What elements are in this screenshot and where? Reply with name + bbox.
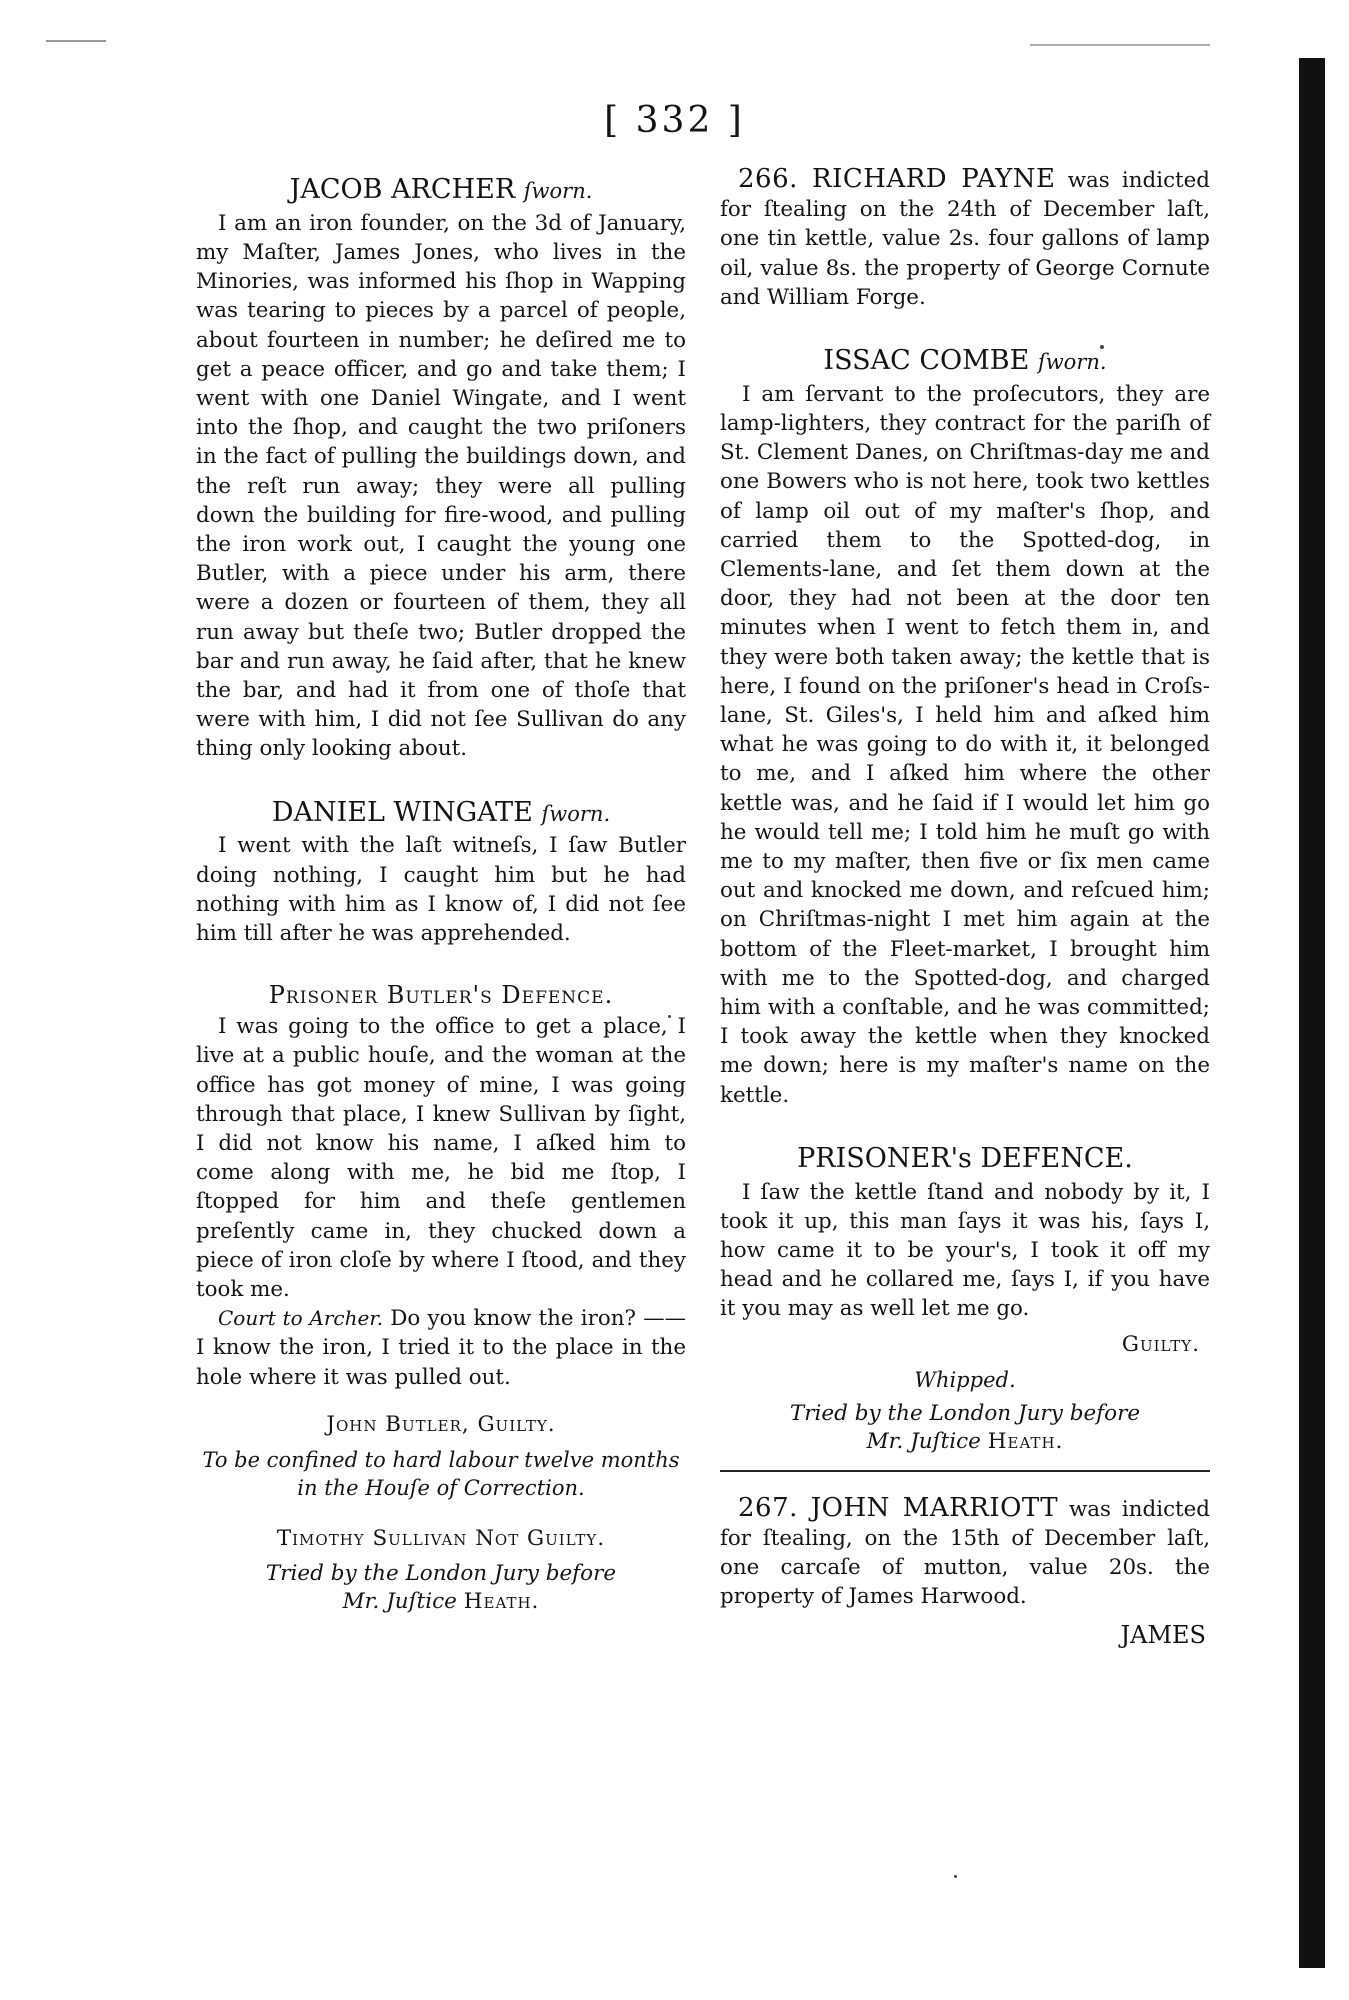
sworn-label: ſworn. <box>523 179 593 203</box>
judge-name: Heath. <box>987 1428 1064 1454</box>
verdict-payne: Guilty. <box>1121 1331 1200 1357</box>
witness-name: DANIEL WINGATE <box>271 796 533 828</box>
witness-name: ISSAC COMBE <box>823 345 1030 377</box>
indictment-text: was indicted for ſtealing on the 24th of December laſt, one tin kettle, value 2s. four gallons of lamp oil, value 8s. the property of George Cornute and William Forge. <box>720 168 1210 310</box>
scan-speck <box>954 1875 957 1878</box>
court-exchange <box>196 1304 686 1392</box>
case-number-name: 266. RICHARD PAYNE <box>738 164 1056 194</box>
scan-speck <box>46 40 106 42</box>
sentence-butler: To be confined to hard labour twelve months in the Houſe of Correction. <box>202 1447 680 1500</box>
sworn-label: ſworn. <box>1037 350 1107 375</box>
judge-name: Heath. <box>463 1588 540 1614</box>
indictment-text: was indicted for ſtealing, on the 15th of December laſt, one carcaſe of mutton, value 20s. the property of James Harwood. <box>720 1496 1210 1610</box>
tried-by-note <box>720 1400 1210 1456</box>
testimony-archer: I am an iron founder, on the 3d of January, my Maſter, James Jones, who lives in the Minories, was informed his ſhop in Wapping was tearing to pieces by a parcel of people, about fourteen in number; he deſired me to get a peace officer, and go and take them; I went with one Daniel Wingate, and I went into the ſhop, and caught the two priſoners in the fact of pulling the buildings down, and the reſt run away; they were all pulling down the building for fire-wood, and pulling the iron work out, I caught the young one Butler, with a piece under his arm, there were a dozen or fourteen of them, they all run away but theſe two; Butler dropped the bar and run away, he ſaid after, that he knew the bar, and had it from one of thoſe that were with him, I did not ſee Sullivan do any thing only looking about. <box>196 210 686 762</box>
book-spine-shadow <box>1299 58 1325 1968</box>
witness-heading-archer <box>196 173 686 207</box>
court-question: Do you know the iron? <box>390 1306 636 1332</box>
page-number: [ 332 ] <box>604 100 745 141</box>
case-number-name: 267. JOHN MARRIOTT <box>738 1492 1059 1523</box>
section-divider <box>720 1470 1210 1472</box>
tried-by-note <box>196 1560 686 1616</box>
court-label: Court to Archer. <box>218 1306 384 1331</box>
left-column <box>196 165 686 1622</box>
witness-heading-wingate <box>196 796 686 830</box>
case-267-indictment <box>720 1494 1210 1612</box>
sworn-label: ſworn. <box>541 801 611 826</box>
tried-line: Tried by the London Jury before <box>789 1400 1141 1426</box>
tried-line: Tried by the London Jury before <box>265 1560 617 1586</box>
case-266-indictment <box>720 165 1210 312</box>
defence-text-butler: I was going to the office to get a place, I live at a public houſe, and the woman at the office has got money of mine, I was going through that place, I knew Sullivan by ſight, I did not know his name, I aſked him to come along with me, he bid me ſtop, I ſtopped for him and theſe gentlemen preſently came in, they chucked down a piece of iron cloſe by where I ſtood, and they took me. <box>196 1014 686 1302</box>
scan-speck <box>1030 44 1210 46</box>
sentence-payne: Whipped. <box>914 1367 1016 1392</box>
court-answer: ——I know the iron, I tried it to the place in the hole where it was pulled out. <box>196 1306 686 1390</box>
tried-judge-line <box>720 1428 1210 1456</box>
tried-judge-line <box>196 1588 686 1616</box>
defence-heading-payne: PRISONER's DEFENCE. <box>797 1142 1133 1174</box>
right-column <box>720 165 1210 1649</box>
testimony-wingate: I went with the laſt witneſs, I ſaw Butler doing nothing, I caught him but he had nothing with him as I know of, I did not ſee him till after he was apprehended. <box>196 833 686 946</box>
verdict-sullivan: Timothy Sullivan Not Guilty. <box>276 1525 606 1551</box>
tried-prefix: Mr. Juſtice <box>342 1588 457 1614</box>
defence-heading-butler: Prisoner Butler's Defence. <box>268 981 614 1010</box>
witness-heading-combe <box>720 344 1210 378</box>
defence-text-payne: I ſaw the kettle ſtand and nobody by it, I took it up, this man ſays it was his, ſays I, how came it to be your's, I took it off my head and he collared me, ſays I, if you have it you may as well let me go. <box>720 1179 1210 1322</box>
witness-name: JACOB ARCHER <box>289 174 516 205</box>
catchword: JAMES <box>1120 1621 1206 1650</box>
tried-prefix: Mr. Juſtice <box>866 1428 981 1454</box>
verdict-butler: John Butler, Guilty. <box>326 1411 556 1437</box>
testimony-combe: I am ſervant to the proſecutors, they are lamp-lighters, they contract for the pariſh of St. Clement Danes, on Chriſtmas-day me and one Bowers who is not here, took two kettles of lamp oil out of my maſter's ſhop, and carried them to the Spotted-dog, in Clements-lane, and ſet them down at the door, they had not been at the door ten minutes when I went to fetch them in, and they were both taken away; the kettle that is here, I found on the priſoner's head in Croſs-lane, St. Giles's, I held him and aſked him what he was going to do with it, it belonged to me, and I aſked him where the other kettle was, and he ſaid if I would let him go he would tell me; I told him he muſt go with me to my maſter, then five or ſix men came out and knocked me down, and reſcued him; on Chriſtmas-night I met him again at the bottom of the Fleet-market, I brought him with me to the Spotted-dog, and charged him with a conſtable, and he was committed; I took away the kettle when they knocked me down; here is my maſter's name on the kettle. <box>720 381 1210 1108</box>
